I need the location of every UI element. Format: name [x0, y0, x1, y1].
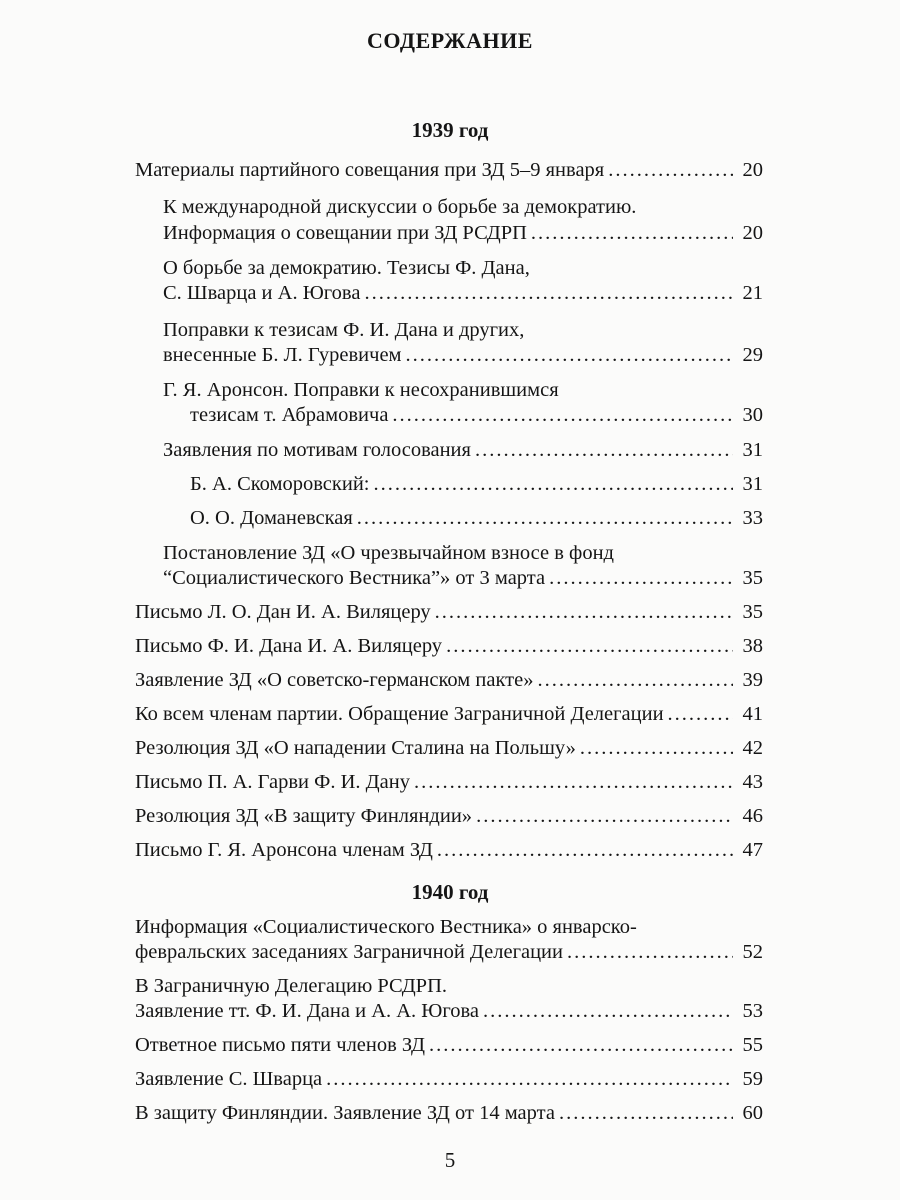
- entry-page: 39: [742, 669, 763, 691]
- entry-title: Резолюция ЗД «В защиту Финляндии»: [135, 805, 473, 827]
- page-number: 5: [444, 1148, 456, 1172]
- leader-dots: [429, 1033, 733, 1057]
- entry-title-line: Постановление ЗД «О чрезвычайном взносе в фонд: [163, 542, 614, 564]
- leader-dots: [392, 403, 733, 427]
- toc-entry: [190, 403, 763, 427]
- entry-page: 31: [742, 439, 763, 461]
- entry-page: 59: [742, 1068, 763, 1090]
- leader-dots: [537, 668, 733, 692]
- leader-dots: [483, 999, 733, 1023]
- entry-title: Письмо П. А. Гарви Ф. И. Дану: [135, 771, 410, 793]
- entry-title: Резолюция ЗД «О нападении Сталина на Польшу»: [135, 737, 576, 759]
- page-title: СОДЕРЖАНИЕ: [367, 28, 533, 53]
- leader-dots: [435, 600, 733, 624]
- entry-page: 20: [742, 222, 763, 244]
- entry-page: 29: [742, 344, 763, 366]
- entry-title: Б. А. Скоморовский:: [190, 473, 370, 495]
- section-heading-1940: 1940 год: [411, 880, 489, 904]
- entry-page: 55: [742, 1034, 763, 1056]
- entry-title: февральских заседаниях Заграничной Делегации: [135, 941, 563, 963]
- leader-dots: [374, 472, 733, 496]
- toc-entry: [135, 804, 763, 828]
- leader-dots: [580, 736, 733, 760]
- entry-page: 53: [742, 1000, 763, 1022]
- entry-title: Материалы партийного совещания при ЗД 5–9 января: [135, 159, 605, 181]
- toc-entry: [135, 600, 763, 624]
- leader-dots: [326, 1067, 733, 1091]
- toc-entry: [190, 472, 763, 496]
- entry-page: 46: [742, 805, 763, 827]
- toc-entry: [135, 770, 763, 794]
- leader-dots: [414, 770, 733, 794]
- toc-entry: [163, 438, 763, 462]
- leader-dots: [364, 281, 733, 305]
- entry-title-line: Г. Я. Аронсон. Поправки к несохранившимся: [163, 379, 559, 401]
- toc-entry: [135, 1033, 763, 1057]
- entry-title: Заявление С. Шварца: [135, 1068, 323, 1090]
- entry-title: Ответное письмо пяти членов ЗД: [135, 1034, 425, 1056]
- entry-title-line: К международной дискуссии о борьбе за демократию.: [163, 196, 637, 218]
- leader-dots: [357, 506, 733, 530]
- entry-page: 38: [742, 635, 763, 657]
- toc-entry: [163, 281, 763, 305]
- entry-page: 33: [742, 507, 763, 529]
- entry-title-line: Информация «Социалистического Вестника» о январско-: [135, 916, 637, 938]
- toc-entry: [190, 506, 763, 530]
- toc-entry: [135, 158, 763, 182]
- leader-dots: [476, 804, 733, 828]
- toc-entry: [135, 634, 763, 658]
- toc-entry: [163, 566, 763, 590]
- entry-page: 30: [742, 404, 763, 426]
- entry-page: 35: [742, 601, 763, 623]
- entry-title: Заявления по мотивам голосования: [163, 439, 471, 461]
- entry-page: 47: [742, 839, 763, 861]
- entry-page: 42: [742, 737, 763, 759]
- toc-entry: [135, 702, 763, 726]
- entry-title: Письмо Г. Я. Аронсона членам ЗД: [135, 839, 433, 861]
- leader-dots: [559, 1101, 733, 1125]
- toc-entry: [135, 1101, 763, 1125]
- entry-title: внесенные Б. Л. Гуревичем: [163, 344, 402, 366]
- leader-dots: [475, 438, 733, 462]
- entry-page: 60: [742, 1102, 763, 1124]
- entry-title: С. Шварца и А. Югова: [163, 282, 361, 304]
- leader-dots: [608, 158, 733, 182]
- entry-page: 20: [742, 159, 763, 181]
- entry-page: 43: [742, 771, 763, 793]
- toc-entry: [135, 736, 763, 760]
- entry-page: 41: [742, 703, 763, 725]
- entry-page: 21: [742, 282, 763, 304]
- toc-entry: [135, 668, 763, 692]
- entry-page: 35: [742, 567, 763, 589]
- entry-title: Заявление ЗД «О советско-германском пакте»: [135, 669, 534, 691]
- leader-dots: [446, 634, 733, 658]
- leader-dots: [567, 940, 733, 964]
- entry-title: Заявление тт. Ф. И. Дана и А. А. Югова: [135, 1000, 480, 1022]
- toc-entry: [135, 838, 763, 862]
- entry-page: 31: [742, 473, 763, 495]
- entry-title: тезисам т. Абрамовича: [190, 404, 389, 426]
- toc-entry: [163, 221, 763, 245]
- entry-title-line: Поправки к тезисам Ф. И. Дана и других,: [163, 319, 525, 341]
- entry-title-line: В Заграничную Делегацию РСДРП.: [135, 975, 448, 997]
- toc-entry: [163, 343, 763, 367]
- toc-entry: [135, 1067, 763, 1091]
- leader-dots: [406, 343, 733, 367]
- leader-dots: [437, 838, 733, 862]
- entry-title: Письмо Л. О. Дан И. А. Виляцеру: [135, 601, 431, 623]
- entry-title: О. О. Доманевская: [190, 507, 353, 529]
- entry-title-line: О борьбе за демократию. Тезисы Ф. Дана,: [163, 257, 530, 279]
- leader-dots: [531, 221, 733, 245]
- toc-entry: [135, 999, 763, 1023]
- entry-page: 52: [742, 941, 763, 963]
- entry-title: Информация о совещании при ЗД РСДРП: [163, 222, 527, 244]
- leader-dots: [668, 702, 733, 726]
- section-heading-1939: 1939 год: [411, 118, 489, 142]
- entry-title: “Социалистического Вестника”» от 3 марта: [163, 567, 546, 589]
- entry-title: В защиту Финляндии. Заявление ЗД от 14 марта: [135, 1102, 555, 1124]
- leader-dots: [549, 566, 733, 590]
- entry-title: Ко всем членам партии. Обращение Заграничной Делегации: [135, 703, 664, 725]
- toc-entry: [135, 940, 763, 964]
- entry-title: Письмо Ф. И. Дана И. А. Виляцеру: [135, 635, 443, 657]
